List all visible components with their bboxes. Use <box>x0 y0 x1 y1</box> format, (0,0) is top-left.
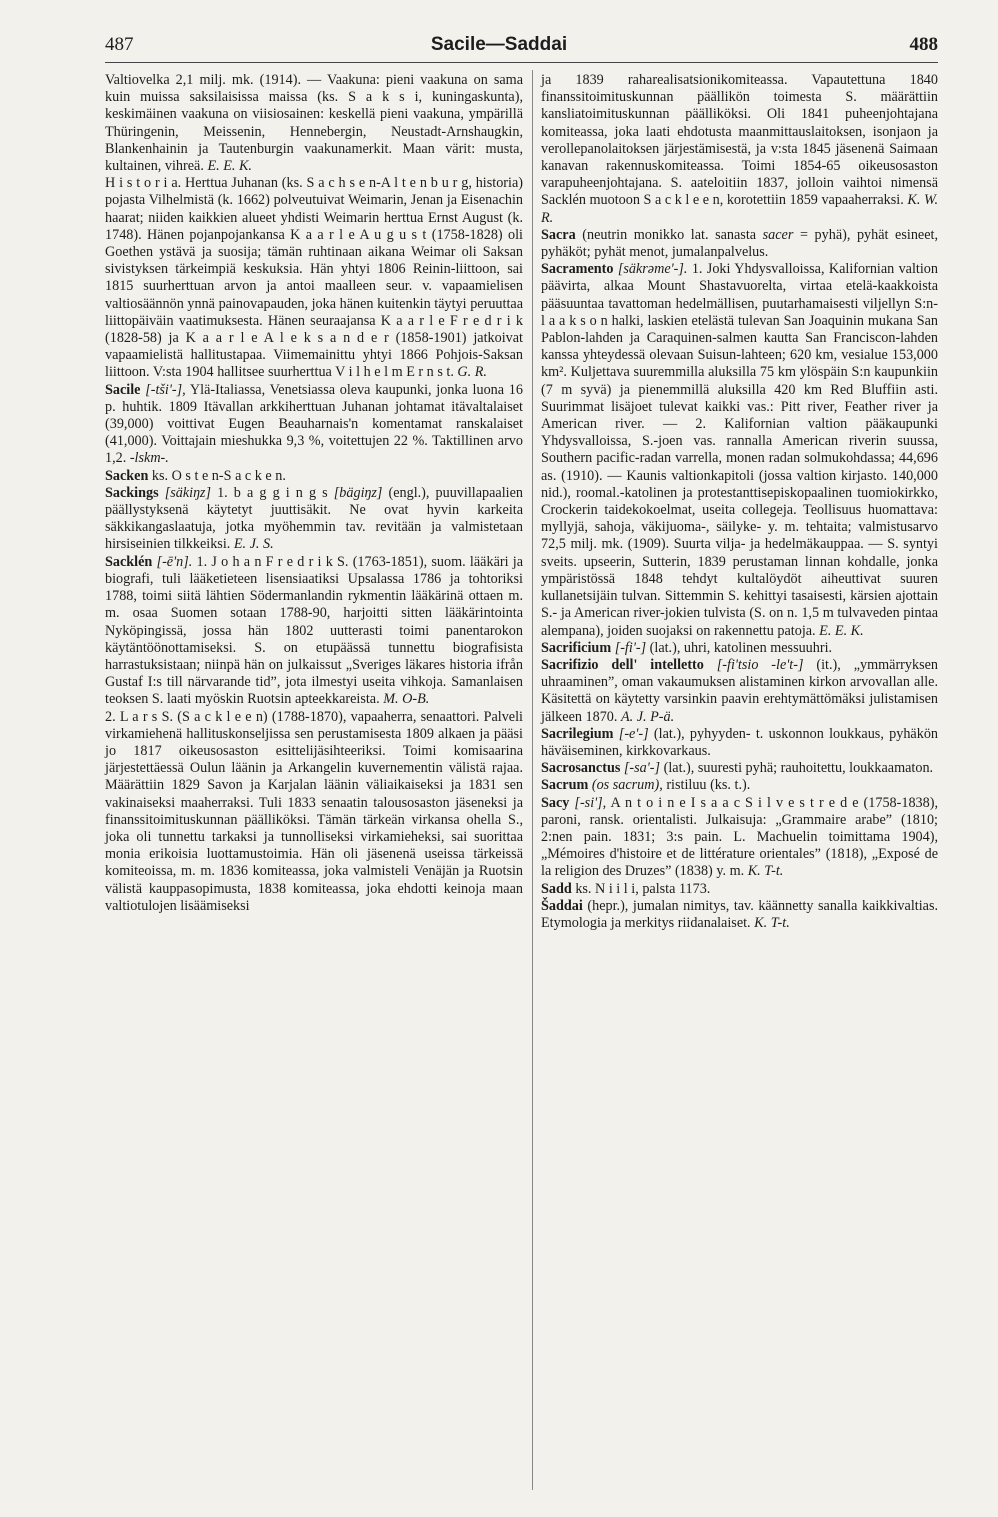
entry-sadd: Sadd ks. N i i l i, palsta 1173. <box>541 880 711 897</box>
pronunciation: [säkrəme'-]. <box>617 261 688 278</box>
pronunciation: [säkiŋz] <box>164 484 211 501</box>
entry-sacrilegium: Sacrilegium [-e'-] (lat.), pyhyyden- t. uskonnon loukkaus, pyhäkön häväiseminen, kirkkovarkaus. <box>541 725 939 759</box>
headword: Sacrifizio dell' intelletto <box>541 656 704 673</box>
headword: Sacrificium <box>541 639 612 656</box>
headword: Sacile <box>105 381 141 398</box>
author-signature: E. J. S. <box>233 536 274 553</box>
entry-sacrosanctus: Sacrosanctus [-sa'-] (lat.), suuresti pyhä; rauhoitettu, loukkaamaton. <box>541 760 934 777</box>
article-paragraph: ja 1839 raharealisatsionikomiteassa. Vapautettuna 1840 finanssitoimituskunnan päällikön toimesta S. määrättiin kansliatoimituskunnan päälliköksi. Oli 1841 puheenjohtajana komiteassa, joka laati ehdotusta maanmittauslaitoksen, isonjaon ja verollepanolaitoksen järjestämisestä, ja v:sta 1845 jäsenenä Saimaan kanavan rakennuskomiteassa. Toimi 1854-65 oikeusosaston varapuheenjohtajana. S. aateloitiin 1837, jolloin vaihtoi nimensä Sacklén muotoon S a c k l e e n, korotettiin 1859 vapaaherraksi. K. W. R. <box>541 72 939 226</box>
left-column <box>105 72 523 915</box>
column-divider <box>532 70 533 1490</box>
headword: Sacrum <box>541 777 589 794</box>
pronunciation: [-fi'-] <box>614 639 647 656</box>
author-signature: K. W. R. <box>541 192 939 226</box>
entry-sacklen-2: 2. L a r s S. (S a c k l e e n) (1788-1870), vapaaherra, senaattori. Palveli virkamiehenä hallituskonseljissa sen perustamisesta 1809 alkaen ja pääsi jo 1817 oikeusosaston esittelijäsihteeriksi. Toimi komisaarina järjestettäessä Oulun läänin ja Arkangelin kuvernementin välistä rajaa. Määrättiin 1829 Savon ja Karjalan läänin väliaikaiseksi ja 1831 sen vakinaiseksi maaherraksi. Tuli 1833 senaatin talousosaston jäseneksi ja finanssitoimituskunnan päälliköksi. Tämän tärkeän virkansa ohella S., joka oli tunnettu tarkaksi ja tunnolliseksi virkamieheksi, sai suorittaa monia erikoisia luottamustoimia. Hän oli jäsenenä useissa tärkeissä komiteoissa, m. m. 1836 komiteassa, joka valmisteli Venäjän ja Ruotsin välistä kauppasopimusta, 1838 komiteassa, joka ehdotti keinoja maan valtiotulojen lisäämiseksi <box>105 708 523 914</box>
author-signature: M. O-B. <box>383 691 430 708</box>
author-signature: -lskm-. <box>129 450 169 467</box>
headword: Sackings <box>105 484 159 501</box>
right-column <box>541 72 938 932</box>
pronunciation: [-fi'tsio -le't-] <box>716 656 804 673</box>
headword: Sacrosanctus <box>541 760 621 777</box>
headword: Sacy <box>541 794 570 811</box>
pronunciation: [bägiŋz] <box>333 484 383 501</box>
author-signature: A. J. P-ä. <box>620 708 675 725</box>
headword: Šaddai <box>541 897 583 914</box>
author-signature: E. E. K. <box>819 622 864 639</box>
pronunciation: [-si'], <box>574 794 607 811</box>
header-rule <box>105 62 938 63</box>
headword: Sacrilegium <box>541 725 614 742</box>
entry-sacramento: Sacramento [säkrəme'-]. 1. Joki Yhdysvalloissa, Kalifornian valtion päävirta, alkaa Mount Shastavuorelta, virtaa etelä-kaakkoista pääsuuntaa tavattoman hedelmällisen, puutarhamaisesti viljellyn S:n-l a a k s o n halki, laskien etelästä tulevan San Joaquinin mukana San Pablon-lahden ja Caraquinen-salmen kautta San Franciscon-lahden kanssa yhteydessä olevaan Suisun-lahteen; 620 km, vesialue 153,000 km². Kuljettava suuremmilla aluksilla 75 km ylöspäin S:n kaupunkiin (7 m syvä) ja pienemmillä aluksilla 420 km Red Bluffiin asti. Suurimmat lisäjoet tulevat kaikki vas.: Pitt river, Feather river ja American river. — 2. Kalifornian valtion pääkaupunki Yhdysvalloissa, S.-joen vas. rannalla American riverin suussa, Southern pacific-radan varrella, monen radan solmukohdassa; 44,696 as. (1910). — Kaunis valtionkapitoli (jossa valtion kirjasto. 140,000 nid.), roomal.-katolinen ja protestanttisepiskopaalinen tuomiokirkko, Crockerin taidekokoelmat, useita collegeja. Teollisuus huomattava: myllyjä, sahoja, väkijuoma-, säilyke- y. m. tehtaita; valmistusarvo 72,5 milj. mk. (1909). Suurta vilja- ja hedelmäkauppaa. — S. syntyi sveits. upseerin, Sutterin, 1839 perustaman linnan kohdalle, jonka ympäristössä 1848 tehdyt kultalöydöt aiheuttivat suuren kullanetsijäin tulvan. Sittemmin S. kehittyi tasaisesti, kärsien ajottain S.- ja American river-jokien tulvista (S. on n. 1,5 m tulvaveden pintaa alempana), joiden suojaksi on rakennettu patoja. E. E. K. <box>541 261 938 639</box>
article-paragraph: H i s t o r i a. Herttua Juhanan (ks. S a c h s e n-A l t e n b u r g, historia) pojasta Vilhelmistä (k. 1662) polveutuivat Weimarin, Jenan ja Eisenachin haarat; niiden kaikkien alueet yhdisti Weimarin herttua Ernst August (k. 1748). Hänen pojanpojankansa K a a r l e A u g u s t (1758-1828) oli Goethen ystävä ja suosija; tämän ruhtinaan aikana Weimar oli Saksan sivistyksen tärkeimpiä keskuksia. Hän yhtyi 1806 Reinin-liittoon, sai 1815 suurherttuan arvon ja antoi maalleen seur. v. vapaamielisen valtiosäännön ynnä painovapauden, joka hänen kuitenkin täytyi peruuttaa liittopäiväin vaatimuksesta. Hänen seuraajansa K a a r l e F r e d r i k (1828-58) ja K a a r l e A l e k s a n d e r (1858-1901) jatkoivat vapaamielistä hallitustapaa. Viimemainittu yhtyi 1866 Pohjois-Saksan liittoon. V:sta 1904 hallitsee suurherttua V i l h e l m E r n s t. G. R. <box>105 175 523 381</box>
author-signature: E. E. K. <box>207 158 252 175</box>
running-title: Sacile—Saddai <box>430 34 568 55</box>
author-signature: K. T-t. <box>754 914 790 931</box>
pronunciation: [-sa'-] <box>623 760 661 777</box>
entry-sacy: Sacy [-si'], A n t o i n e I s a a c S i l v e s t r e d e (1758-1838), paroni, ransk. orientalisti. Julkaisuja: „Grammaire arabe” (1810; 2:nen pain. 1831; 3:s pain. L. Machuelin toimittama 1904), „Mémoires d'histoire et de littérature orientales” (1818), „Exposé de la religion des Druzes” (1838) y. m. K. T-t. <box>541 794 939 880</box>
headword: Sacklén <box>105 553 153 570</box>
left-page-number: 487 <box>105 34 134 55</box>
pronunciation: [-e'-] <box>618 725 649 742</box>
article-paragraph: Valtiovelka 2,1 milj. mk. (1914). — Vaakuna: pieni vaakuna on sama kuin muissa saksilaisissa maissa (ks. S a k s i, kuningaskunta), keskimäinen vaakuna on viisiosainen: keskellä pieni vaakuna, ympärillä Thüringenin, Meissenin, Hennebergin, Neustadt-Arnshaugkin, Blankenhainin ja Tautenburgin vaakunamerkit. Maan värit: musta, kultainen, vihreä. E. E. K. <box>105 72 523 175</box>
entry-sackings: Sackings [säkiŋz] 1. b a g g i n g s [bägiŋz] (engl.), puuvillapaalien päällystyksenä käytetyt juuttisäkit. Ne ovat hyvin karkeita säkkikangaslaatuja, jotka myöhemmin tav. revitään ja valmistetaan hirsiseinien tilkkeiksi. E. J. S. <box>105 484 524 553</box>
author-signature: G. R. <box>457 364 487 381</box>
entry-sacra: Sacra (neutrin monikko lat. sanasta sacer = pyhä), pyhät esineet, pyhäköt; pyhät menot, jumalanpalvelus. <box>541 226 938 261</box>
entry-sacrificium: Sacrificium [-fi'-] (lat.), uhri, katolinen messuuhri. <box>541 639 833 656</box>
headword: Sacra <box>541 226 576 243</box>
entry-sacken: Sacken ks. O s t e n-S a c k e n. <box>105 467 286 484</box>
pronunciation: [-tši'-], <box>145 381 186 398</box>
entry-sacrifizio: Sacrifizio dell' intelletto [-fi'tsio -le't-] (it.), „ymmärryksen uhraaminen”, oman vakaumuksen alistaminen kirkon arvovallan alle. Käsitettä on käytetty varsinkin paavin erehtymättömäksi julistamisen jälkeen 1870. A. J. P-ä. <box>541 656 939 725</box>
headword: Sacramento <box>541 261 614 278</box>
headword: Sacken <box>105 467 149 484</box>
pronunciation: [-ē'n]. <box>156 553 193 570</box>
entry-saddai: Šaddai (hepr.), jumalan nimitys, tav. käännetty sanalla kaikkivaltias. Etymologia ja merkitys riidanalaiset. K. T-t. <box>541 897 939 931</box>
author-signature: K. T-t. <box>747 863 784 880</box>
entry-sacile: Sacile [-tši'-], Ylä-Italiassa, Venetsiassa oleva kaupunki, jonka luona 16 p. huhtik. 1809 Itävallan arkkiherttuan Juhanan johtamat itävaltalaiset (39,000) voittivat Eugen Beauharnais'n komentamat ranskalaiset (41,000). Voittajain mieshukka 9,3 %, voitettujen 22 %. Taktillinen arvo 1,2. -lskm-. <box>105 381 523 467</box>
right-page-number: 488 <box>909 34 938 55</box>
headword: Sadd <box>541 880 572 897</box>
entry-sacrum: Sacrum (os sacrum), ristiluu (ks. t.). <box>541 777 751 794</box>
entry-sacklen: Sacklén [-ē'n]. 1. J o h a n F r e d r i k S. (1763-1851), suom. lääkäri ja biografi, tuli lääketieteen lisensiaatiksi Upsalassa 1786 ja tohtoriksi 1788, toimi siitä lähtien Södermanlandin rykmentin lääkärinä ottaen m. m. osaa Suomen sotaan 1788-90, harjoitti sitten lääkärintointa Nyköpingissä, jossa hän 1802 uutterasti toimi panentarokon käytäntöönottamiseksi. S. on etupäässä tunnettu biografisista harrastuksistaan; niinpä hän on julkaissut „Sveriges läkares historia ifrån Gustaf I:s till närvarande tid”, jota ilmestyi useita vihkoja. Samanlaisen teoksen S. laati myöskin Ruotsin apteekkareista. M. O-B. <box>105 553 523 708</box>
